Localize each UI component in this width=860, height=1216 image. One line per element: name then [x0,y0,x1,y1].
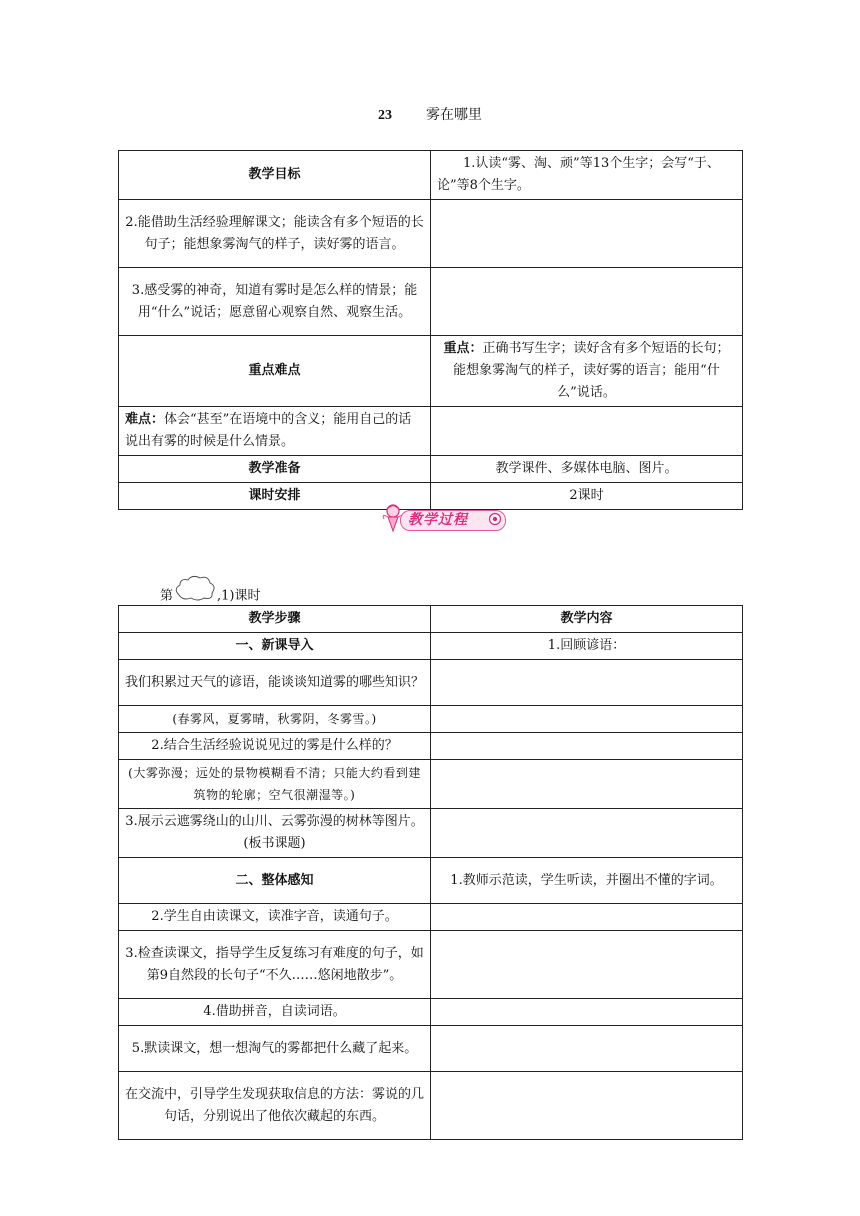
step-a2: (大雾弥漫；远处的景物模糊看不清；只能大约看到建筑物的轮廓；空气很潮湿等。) [119,760,431,809]
step-s6: 在交流中，引导学生发现获取信息的方法：雾说的几句话，分别说出了他依次藏起的东西。 [119,1072,431,1140]
table-row [119,733,743,760]
table-row [119,760,743,809]
empty-cell [431,706,743,733]
section-1-title: 一、新课导入 [119,633,431,660]
key-text: 正确书写生字；读好含有多个短语的长句；能想象雾淘气的样子，读好雾的语言；能用“什么”说话。 [453,341,730,400]
lesson-title [0,104,860,124]
empty-cell [431,760,743,809]
step-s2: 2.学生自由读课文，读准字音，读通句子。 [119,904,431,931]
table-header-row [119,606,743,633]
diff-bold: 难点： [125,412,165,427]
empty-cell [431,660,743,706]
section-1-content: 1.回顾谚语： [431,633,743,660]
step-q3: 3.展示云遮雾绕山的山川、云雾弥漫的树林等图片。(板书课题) [119,809,431,858]
lesson-suffix: ,1)课时 [217,588,261,604]
empty-cell [431,1072,743,1140]
table-row [119,200,743,268]
table-row [119,268,743,336]
col-content: 教学内容 [431,606,743,633]
goal-1: 1.认读“雾、淘、顽”等13个生字；会写“于、论”等8个生字。 [431,151,743,200]
empty-cell [431,407,743,456]
goal-label: 教学目标 [119,151,431,200]
step-q1: 我们积累过天气的谚语，能谈谈知道雾的哪些知识？ [119,660,431,706]
key-label: 重点难点 [119,336,431,407]
table-row [119,407,743,456]
empty-cell [431,904,743,931]
lesson-number: 23 [378,108,392,123]
table-row [119,151,743,200]
table-row [119,858,743,904]
key-bold: 重点： [443,341,483,356]
table-row [119,456,743,483]
empty-cell [431,733,743,760]
diff-text: 体会“甚至”在语境中的含义；能用自己的话说出有雾的时候是什么情景。 [125,412,412,449]
table-row [119,336,743,407]
table-row [119,999,743,1026]
step-s3: 3.检查读课文，指导学生反复练习有难度的句子，如第9自然段的长句子“不久……悠闲地散步”。 [119,931,431,999]
time-label: 课时安排 [119,483,431,510]
table-row [119,931,743,999]
goal-3: 3.感受雾的神奇，知道有雾时是怎么样的情景；能用“什么”说话；愿意留心观察自然、观察生活。 [119,268,431,336]
prep-label: 教学准备 [119,456,431,483]
time-value: 2课时 [431,483,743,510]
table-row [119,904,743,931]
table-row [119,809,743,858]
lesson-title-text: 雾在哪里 [426,107,482,123]
col-steps: 教学步骤 [119,606,431,633]
key-points [431,336,743,407]
overview-table [118,150,743,510]
empty-cell [431,999,743,1026]
step-s4: 4.借助拼音，自读词语。 [119,999,431,1026]
section-2-title: 二、整体感知 [119,858,431,904]
flower-icon [488,512,502,526]
empty-cell [431,1026,743,1072]
table-row [119,660,743,706]
lesson-prefix: 第 [160,588,174,604]
difficulty [119,407,431,456]
prep-value: 教学课件、多媒体电脑、图片。 [431,456,743,483]
table-row [119,706,743,733]
cloud-icon [173,575,217,601]
step-s5: 5.默读课文，想一想淘气的雾都把什么藏了起来。 [119,1026,431,1072]
process-banner [378,503,508,533]
step-a1: (春雾风，夏雾晴，秋雾阴，冬雾雪。) [119,706,431,733]
table-row [119,633,743,660]
step-q2: 2.结合生活经验说说见过的雾是什么样的？ [119,733,431,760]
banner-text: 教学过程 [408,512,468,528]
empty-cell [431,931,743,999]
process-table [118,605,743,1140]
empty-cell [431,268,743,336]
section-2-content: 1.教师示范读，学生听读，并圈出不懂的字词。 [431,858,743,904]
goal-2: 2.能借助生活经验理解课文；能读含有多个短语的长句子；能想象雾淘气的样子，读好雾的语言。 [119,200,431,268]
table-row [119,1026,743,1072]
table-row [119,1072,743,1140]
empty-cell [431,200,743,268]
empty-cell [431,809,743,858]
